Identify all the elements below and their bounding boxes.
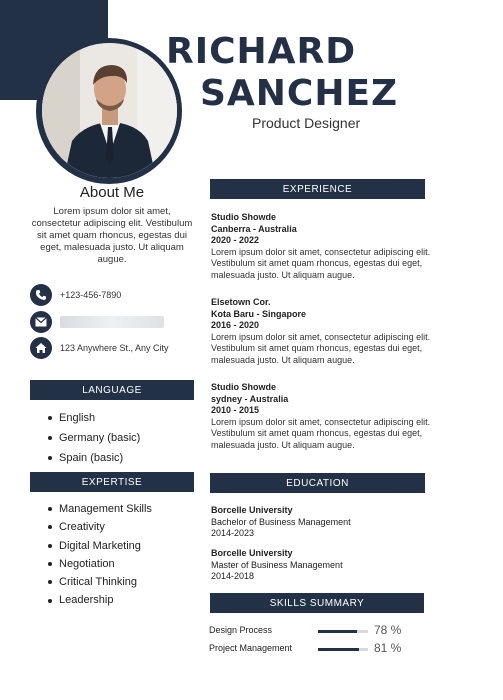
home-icon xyxy=(30,337,52,359)
job-description: Lorem ipsum dolor sit amet, consectetur adipiscing elit. Vestibulum sit amet quam rhoncus, egestas dui eget, malesuada justo. Ut aliquam augue. xyxy=(211,246,431,280)
skill-row xyxy=(209,641,409,657)
language-list xyxy=(48,408,140,468)
list-item: English xyxy=(48,408,140,428)
experience-heading: EXPERIENCE xyxy=(210,179,425,199)
job-title: Product Designer xyxy=(252,115,361,131)
list-item: Creativity xyxy=(48,518,152,536)
skill-bar xyxy=(318,630,368,633)
job-location: Canberra - Australia xyxy=(211,223,297,234)
skill-percent: 81 % xyxy=(374,641,402,655)
job-company: Studio Showde xyxy=(211,382,276,392)
job-years: 2020 - 2022 xyxy=(211,235,260,245)
skill-row xyxy=(209,623,409,639)
school-name: Borcelle University xyxy=(211,505,293,515)
about-heading: About Me xyxy=(79,184,145,201)
education-years: 2014-2023 xyxy=(211,528,255,538)
job-entry xyxy=(211,212,441,281)
list-item: Leadership xyxy=(48,591,152,609)
list-item: Critical Thinking xyxy=(48,573,152,591)
school-name: Borcelle University xyxy=(211,548,293,558)
expertise-list xyxy=(48,500,152,610)
contact-address xyxy=(30,337,169,359)
job-location: sydney - Australia xyxy=(211,393,289,404)
job-description: Lorem ipsum dolor sit amet, consectetur adipiscing elit. Vestibulum sit amet quam rhoncus, egestas dui eget, malesuada justo. Ut aliquam augue. xyxy=(211,416,431,450)
skill-bar xyxy=(318,648,368,651)
skill-name: Design Process xyxy=(209,625,273,635)
first-name: RICHARD xyxy=(166,31,357,72)
skill-name: Project Management xyxy=(209,643,293,653)
degree: Bachelor of Business Management xyxy=(211,516,351,527)
contact-email xyxy=(30,311,164,333)
skill-bar-fill xyxy=(318,648,359,651)
education-years: 2014-2018 xyxy=(211,571,255,581)
list-item: Negotiation xyxy=(48,555,152,573)
list-item: Germany (basic) xyxy=(48,428,140,448)
envelope-icon xyxy=(30,311,52,333)
profile-photo xyxy=(42,43,177,178)
degree: Master of Business Management xyxy=(211,559,343,570)
email-text-redacted xyxy=(60,316,164,328)
job-years: 2010 - 2015 xyxy=(211,405,260,415)
job-entry xyxy=(211,382,441,451)
education-heading: EDUCATION xyxy=(210,473,425,493)
address-text: 123 Anywhere St., Any City xyxy=(60,343,169,353)
job-description: Lorem ipsum dolor sit amet, consectetur adipiscing elit. Vestibulum sit amet quam rhoncus, egestas dui eget, malesuada justo. Ut aliquam augue. xyxy=(211,331,431,365)
skills-heading: SKILLS SUMMARY xyxy=(210,593,424,613)
contact-phone xyxy=(30,284,121,306)
last-name: SANCHEZ xyxy=(200,73,399,114)
skill-percent: 78 % xyxy=(374,623,402,637)
about-text: Lorem ipsum dolor sit amet, consectetur adipiscing elit. Vestibulum sit amet quam rhoncus, egestas dui eget, malesuada justo. Ut aliquam augue. xyxy=(31,206,193,265)
job-company: Elsetown Cor. xyxy=(211,297,271,307)
job-years: 2016 - 2020 xyxy=(211,320,260,330)
language-heading: LANGUAGE xyxy=(30,380,194,400)
list-item: Spain (basic) xyxy=(48,448,140,468)
job-company: Studio Showde xyxy=(211,212,276,222)
education-entry xyxy=(211,548,343,583)
phone-icon xyxy=(30,284,52,306)
expertise-heading: EXPERTISE xyxy=(30,472,194,492)
list-item: Digital Marketing xyxy=(48,537,152,555)
phone-text: +123-456-7890 xyxy=(60,290,122,300)
job-location: Kota Baru - Singapore xyxy=(211,308,307,319)
job-entry xyxy=(211,297,441,366)
education-entry xyxy=(211,505,351,540)
list-item: Management Skills xyxy=(48,500,152,518)
skill-bar-fill xyxy=(318,630,357,633)
